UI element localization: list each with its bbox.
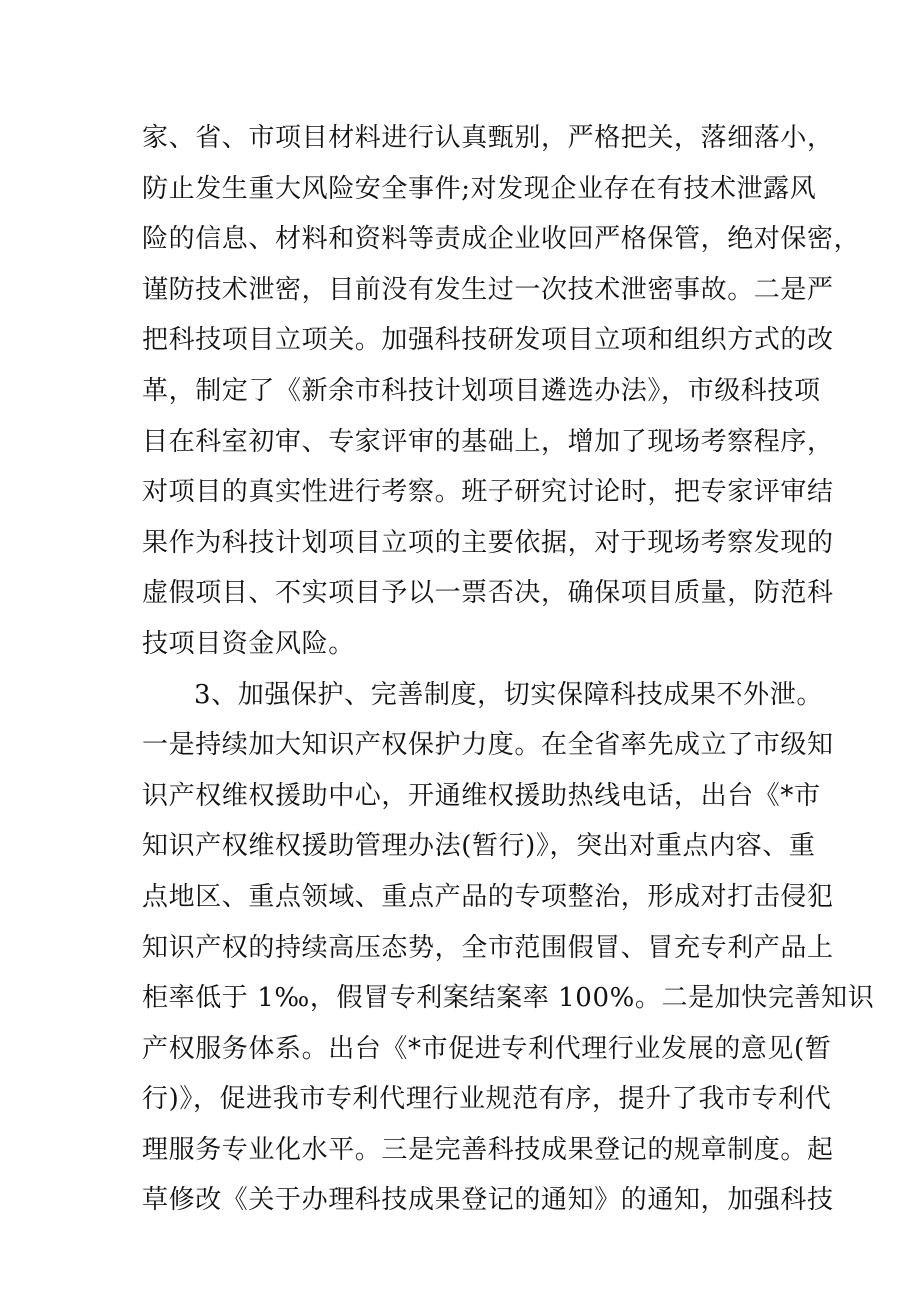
text-line: 目在科室初审、专家评审的基础上，增加了现场考察程序， [142,426,834,457]
text-line: 理服务专业化水平。三是完善科技成果登记的规章制度。起 [142,1134,834,1165]
text-line: 革，制定了《新余市科技计划项目遴选办法》，市级科技项 [142,375,821,406]
text-line: 家、省、市项目材料进行认真甄别，严格把关，落细落小， [142,123,834,153]
text-line: 知识产权的持续高压态势，全市范围假冒、冒充专利产品上 [142,932,834,963]
text-line: 草修改《关于办理科技成果登记的通知》的通知，加强科技 [142,1185,834,1216]
text-line: 防止发生重大风险安全事件;对发现企业存在有技术泄露风 [142,173,817,204]
text-line: 行)》，促进我市专利代理行业规范有序，提升了我市专利代 [142,1084,832,1115]
text-line: 果作为科技计划项目立项的主要依据，对于现场考察发现的 [142,527,834,558]
paragraph-2 [142,670,875,1227]
text-line: 柜率低于 1‰，假冒专利案结案率 100%。二是加快完善知识 [142,983,875,1014]
text-line: 谨防技术泄密，目前没有发生过一次技术泄密事故。二是严 [142,274,834,305]
text-line: 对项目的真实性进行考察。班子研究讨论时，把专家评审结 [142,477,834,508]
text-line: 产权服务体系。出台《*市促进专利代理行业发展的意见(暂 [142,1033,832,1064]
text-line: 一是持续加大知识产权保护力度。在全省率先成立了市级知 [142,730,834,761]
text-line: 点地区、重点领域、重点产品的专项整治，形成对打击侵犯 [142,881,834,912]
text-line: 知识产权维权援助管理办法(暂行)》，突出对重点内容、重 [142,831,816,862]
paragraph-1 [142,113,861,670]
text-line: 虚假项目、不实项目予以一票否决，确保项目质量，防范科 [142,578,834,609]
text-line: 技项目资金风险。 [142,628,355,659]
text-line: 识产权维权援助中心，开通维权援助热线电话，出台《*市 [142,780,821,811]
text-line: 3、加强保护、完善制度，切实保障科技成果不外泄。 [194,679,823,710]
document-body [142,113,875,1226]
text-line: 险的信息、材料和资料等责成企业收回严格保管，绝对保密， [142,224,861,255]
text-line: 把科技项目立项关。加强科技研发项目立项和组织方式的改 [142,325,834,356]
